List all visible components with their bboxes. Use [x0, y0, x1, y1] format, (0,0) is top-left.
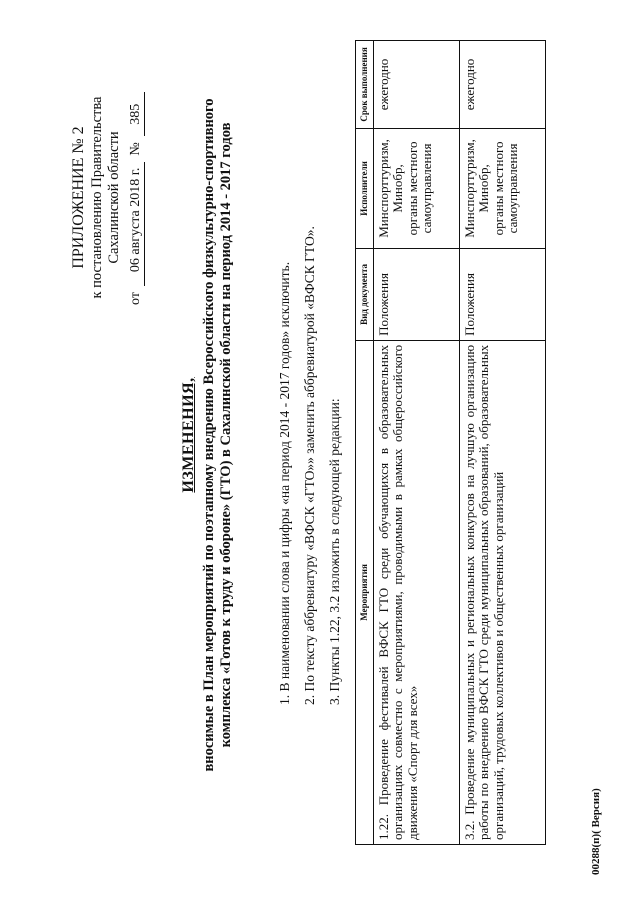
document-heading — [180, 75, 235, 795]
header-events: Мероприятия — [356, 340, 374, 844]
amendment-item-2: 2. По тексту аббревиатуру «ВФСК «ГТО»» заменить аббревиатурой «ВФСК ГТО». — [302, 226, 317, 705]
table-header-row — [356, 41, 374, 845]
amendment-item-3: 3. Пункты 1.22, 3.2 изложить в следующей редакции: — [327, 398, 342, 705]
appendix-line-2: Сахалинской области — [106, 131, 122, 264]
plan-table — [355, 40, 546, 845]
table-row — [373, 41, 459, 845]
header-executors: Исполнители — [356, 128, 374, 248]
header-doc-type: Вид документа — [356, 248, 374, 340]
cell-executors — [459, 128, 545, 248]
heading-line-1: вносимые в План мероприятий по поэтапному внедрению Всероссийского физкультурно-спортивного — [201, 98, 217, 772]
cell-deadline: ежегодно — [459, 41, 545, 129]
executor-3: органы местного самоуправления — [490, 141, 520, 236]
decree-number: 385 — [127, 92, 145, 136]
table-row — [459, 41, 545, 845]
cell-doc-type: Положения — [373, 248, 459, 340]
amendment-item-1: 1. В наименовании слова и цифры «на период 2014 - 2017 годов» исключить. — [277, 261, 292, 705]
heading-line-2: комплекса «Готов к труду и обороне» (ГТО) в Сахалинской области на период 2014 - 2017 годов — [218, 122, 234, 748]
header-deadline: Срок выполнения — [356, 41, 374, 129]
appendix-date-row — [127, 90, 145, 305]
executor-1: Минспорттуризм, — [375, 139, 391, 238]
executor-3: органы местного самоуправления — [404, 141, 434, 236]
executor-1: Минспорттуризм, — [461, 139, 477, 238]
cell-doc-type: Положения — [459, 248, 545, 340]
cell-event: 3.2. Проведение муниципальных и региональных конкурсов на лучшую организацию работы по внедрению ВФСК ГТО среди муниципальных образований, образовательных организаций, трудовых коллективов и общественных организаций — [459, 340, 545, 844]
heading-title: ИЗМЕНЕНИЯ, — [180, 377, 197, 493]
appendix-line-1: к постановлению Правительства — [89, 96, 105, 299]
cell-event: 1.22. Проведение фестивалей ВФСК ГТО среди обучающихся в образовательных организациях совместно с мероприятиями, проводимыми в рамках общероссийского движения «Спорт для всех» — [373, 340, 459, 844]
number-label: № — [128, 142, 143, 156]
document-footer: 00288(п)( Версия) — [590, 788, 602, 875]
decree-date: 06 августа 2018 г. — [127, 162, 145, 286]
from-label: от — [128, 292, 143, 305]
appendix-title: ПРИЛОЖЕНИЕ № 2 — [70, 126, 87, 269]
amendment-items — [272, 45, 347, 705]
cell-executors — [373, 128, 459, 248]
executor-2: Минобр, — [476, 164, 491, 213]
appendix-block — [70, 90, 145, 305]
executor-2: Минобр, — [390, 164, 405, 213]
cell-deadline: ежегодно — [373, 41, 459, 129]
